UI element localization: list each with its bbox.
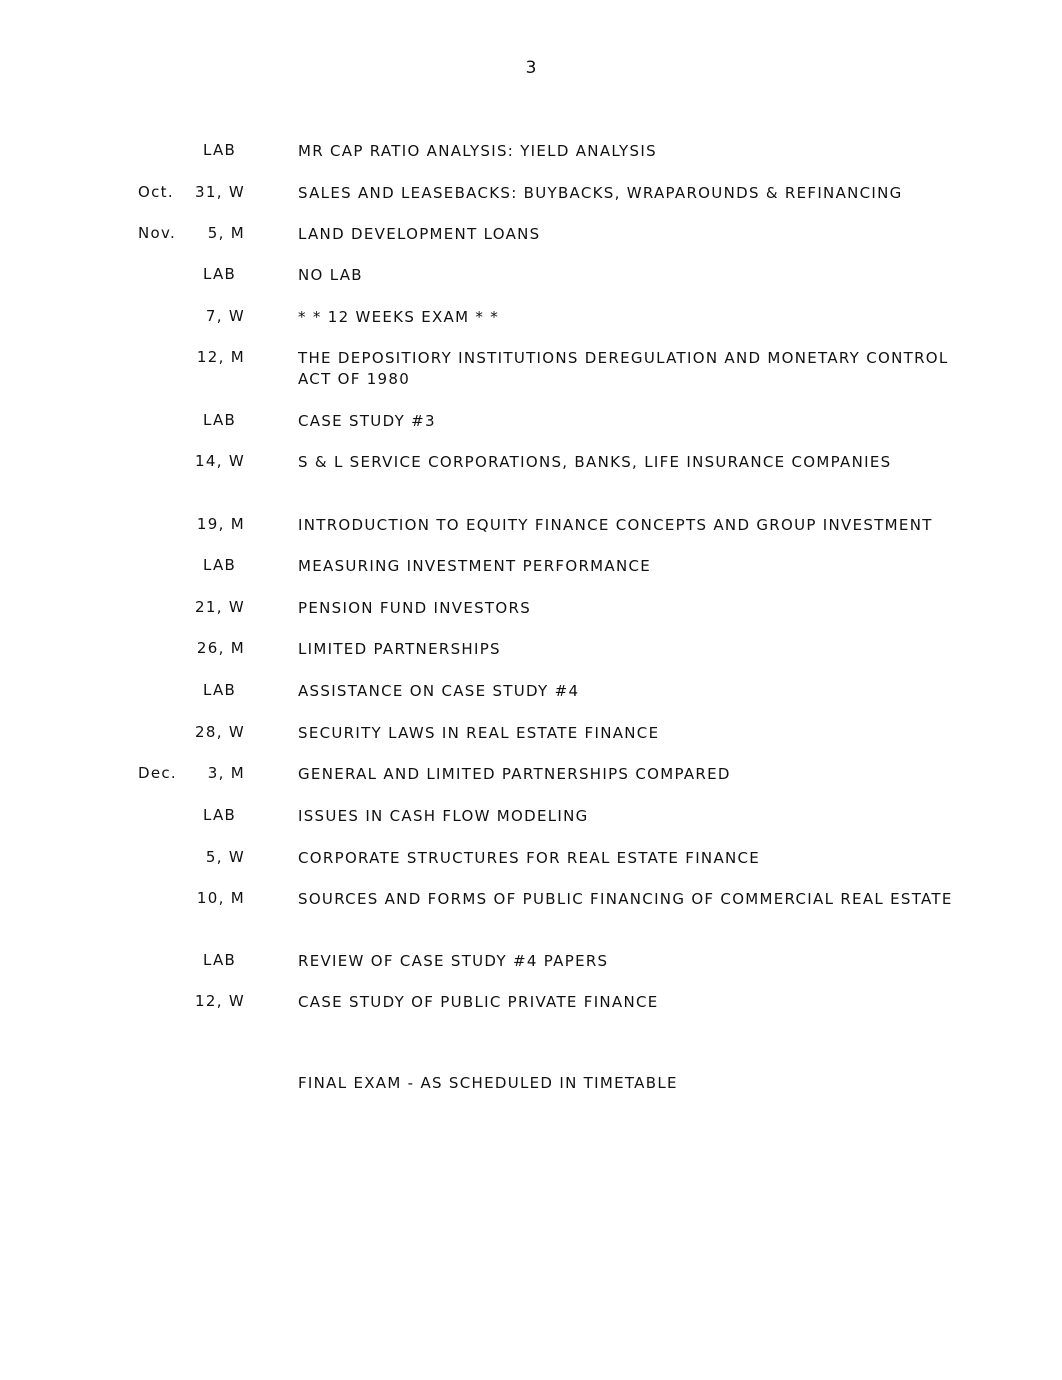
schedule-row [0,806,1062,850]
schedule-topic: NO LAB [298,266,363,284]
schedule-row [0,723,1062,767]
schedule-day: 14, W [195,452,245,470]
schedule-topic: * * 12 WEEKS EXAM * * [298,308,500,326]
schedule-topic: PENSION FUND INVESTORS [298,599,532,617]
schedule-topic: LIMITED PARTNERSHIPS [298,640,501,658]
schedule-row [0,265,1062,309]
schedule-topic: THE DEPOSITIORY INSTITUTIONS DEREGULATION AND MONETARY CONTROL ACT OF 1980 [298,349,949,388]
schedule-topic: MEASURING INVESTMENT PERFORMANCE [298,557,652,575]
schedule-topic: LAND DEVELOPMENT LOANS [298,225,541,243]
schedule-day: 5, W [205,848,245,866]
schedule-day: 12, W [195,992,245,1010]
schedule-row [0,639,1062,683]
schedule-day: LAB [203,265,237,283]
schedule-topic: REVIEW OF CASE STUDY #4 PAPERS [298,952,609,970]
schedule-row [0,848,1062,892]
schedule-topic: GENERAL AND LIMITED PARTNERSHIPS COMPARED [298,765,731,783]
schedule-row [0,141,1062,185]
schedule-row [0,183,1062,227]
schedule-row [0,681,1062,725]
schedule-row [0,992,1062,1036]
schedule-topic: CASE STUDY #3 [298,412,436,430]
schedule-day: LAB [203,681,237,699]
schedule-topic: ISSUES IN CASH FLOW MODELING [298,807,589,825]
schedule-day: 5, M [207,224,245,242]
schedule-row [0,889,1062,933]
schedule-row [0,951,1062,995]
schedule-topic: SALES AND LEASEBACKS: BUYBACKS, WRAPAROUNDS & REFINANCING [298,184,903,202]
schedule-day: 26, M [196,639,245,657]
schedule-month: Oct. [138,183,174,201]
schedule-row [0,411,1062,455]
schedule-topic: CORPORATE STRUCTURES FOR REAL ESTATE FINANCE [298,849,761,867]
schedule-row [0,307,1062,351]
schedule-month: Dec. [138,764,177,782]
final-exam-note: FINAL EXAM - AS SCHEDULED IN TIMETABLE [298,1074,678,1092]
schedule-day: 21, W [195,598,245,616]
schedule-row [0,452,1062,496]
schedule-day: LAB [203,141,237,159]
schedule-day: 12, M [196,348,245,366]
schedule-row [0,348,1062,392]
schedule-topic: INTRODUCTION TO EQUITY FINANCE CONCEPTS AND GROUP INVESTMENT [298,516,933,534]
schedule-topic: CASE STUDY OF PUBLIC PRIVATE FINANCE [298,993,659,1011]
schedule-topic: SOURCES AND FORMS OF PUBLIC FINANCING OF COMMERCIAL REAL ESTATE [298,890,953,908]
schedule-day: 19, M [196,515,245,533]
page-number: 3 [525,58,537,78]
schedule-day: 10, M [196,889,245,907]
schedule-day: 31, W [195,183,245,201]
schedule-day: 28, W [195,723,245,741]
schedule-day: LAB [203,806,237,824]
schedule-day: 7, W [205,307,245,325]
schedule-day: LAB [203,951,237,969]
schedule-row [0,224,1062,268]
schedule-month: Nov. [138,224,177,242]
schedule-row [0,556,1062,600]
schedule-topic: MR CAP RATIO ANALYSIS: YIELD ANALYSIS [298,142,657,160]
schedule-row [0,515,1062,559]
schedule-topic: S & L SERVICE CORPORATIONS, BANKS, LIFE INSURANCE COMPANIES [298,453,892,471]
schedule-day: LAB [203,411,237,429]
schedule-day: 3, M [207,764,245,782]
schedule-day: LAB [203,556,237,574]
schedule-row [0,598,1062,642]
schedule-row [0,764,1062,808]
schedule-topic: ASSISTANCE ON CASE STUDY #4 [298,682,580,700]
schedule-topic: SECURITY LAWS IN REAL ESTATE FINANCE [298,724,660,742]
